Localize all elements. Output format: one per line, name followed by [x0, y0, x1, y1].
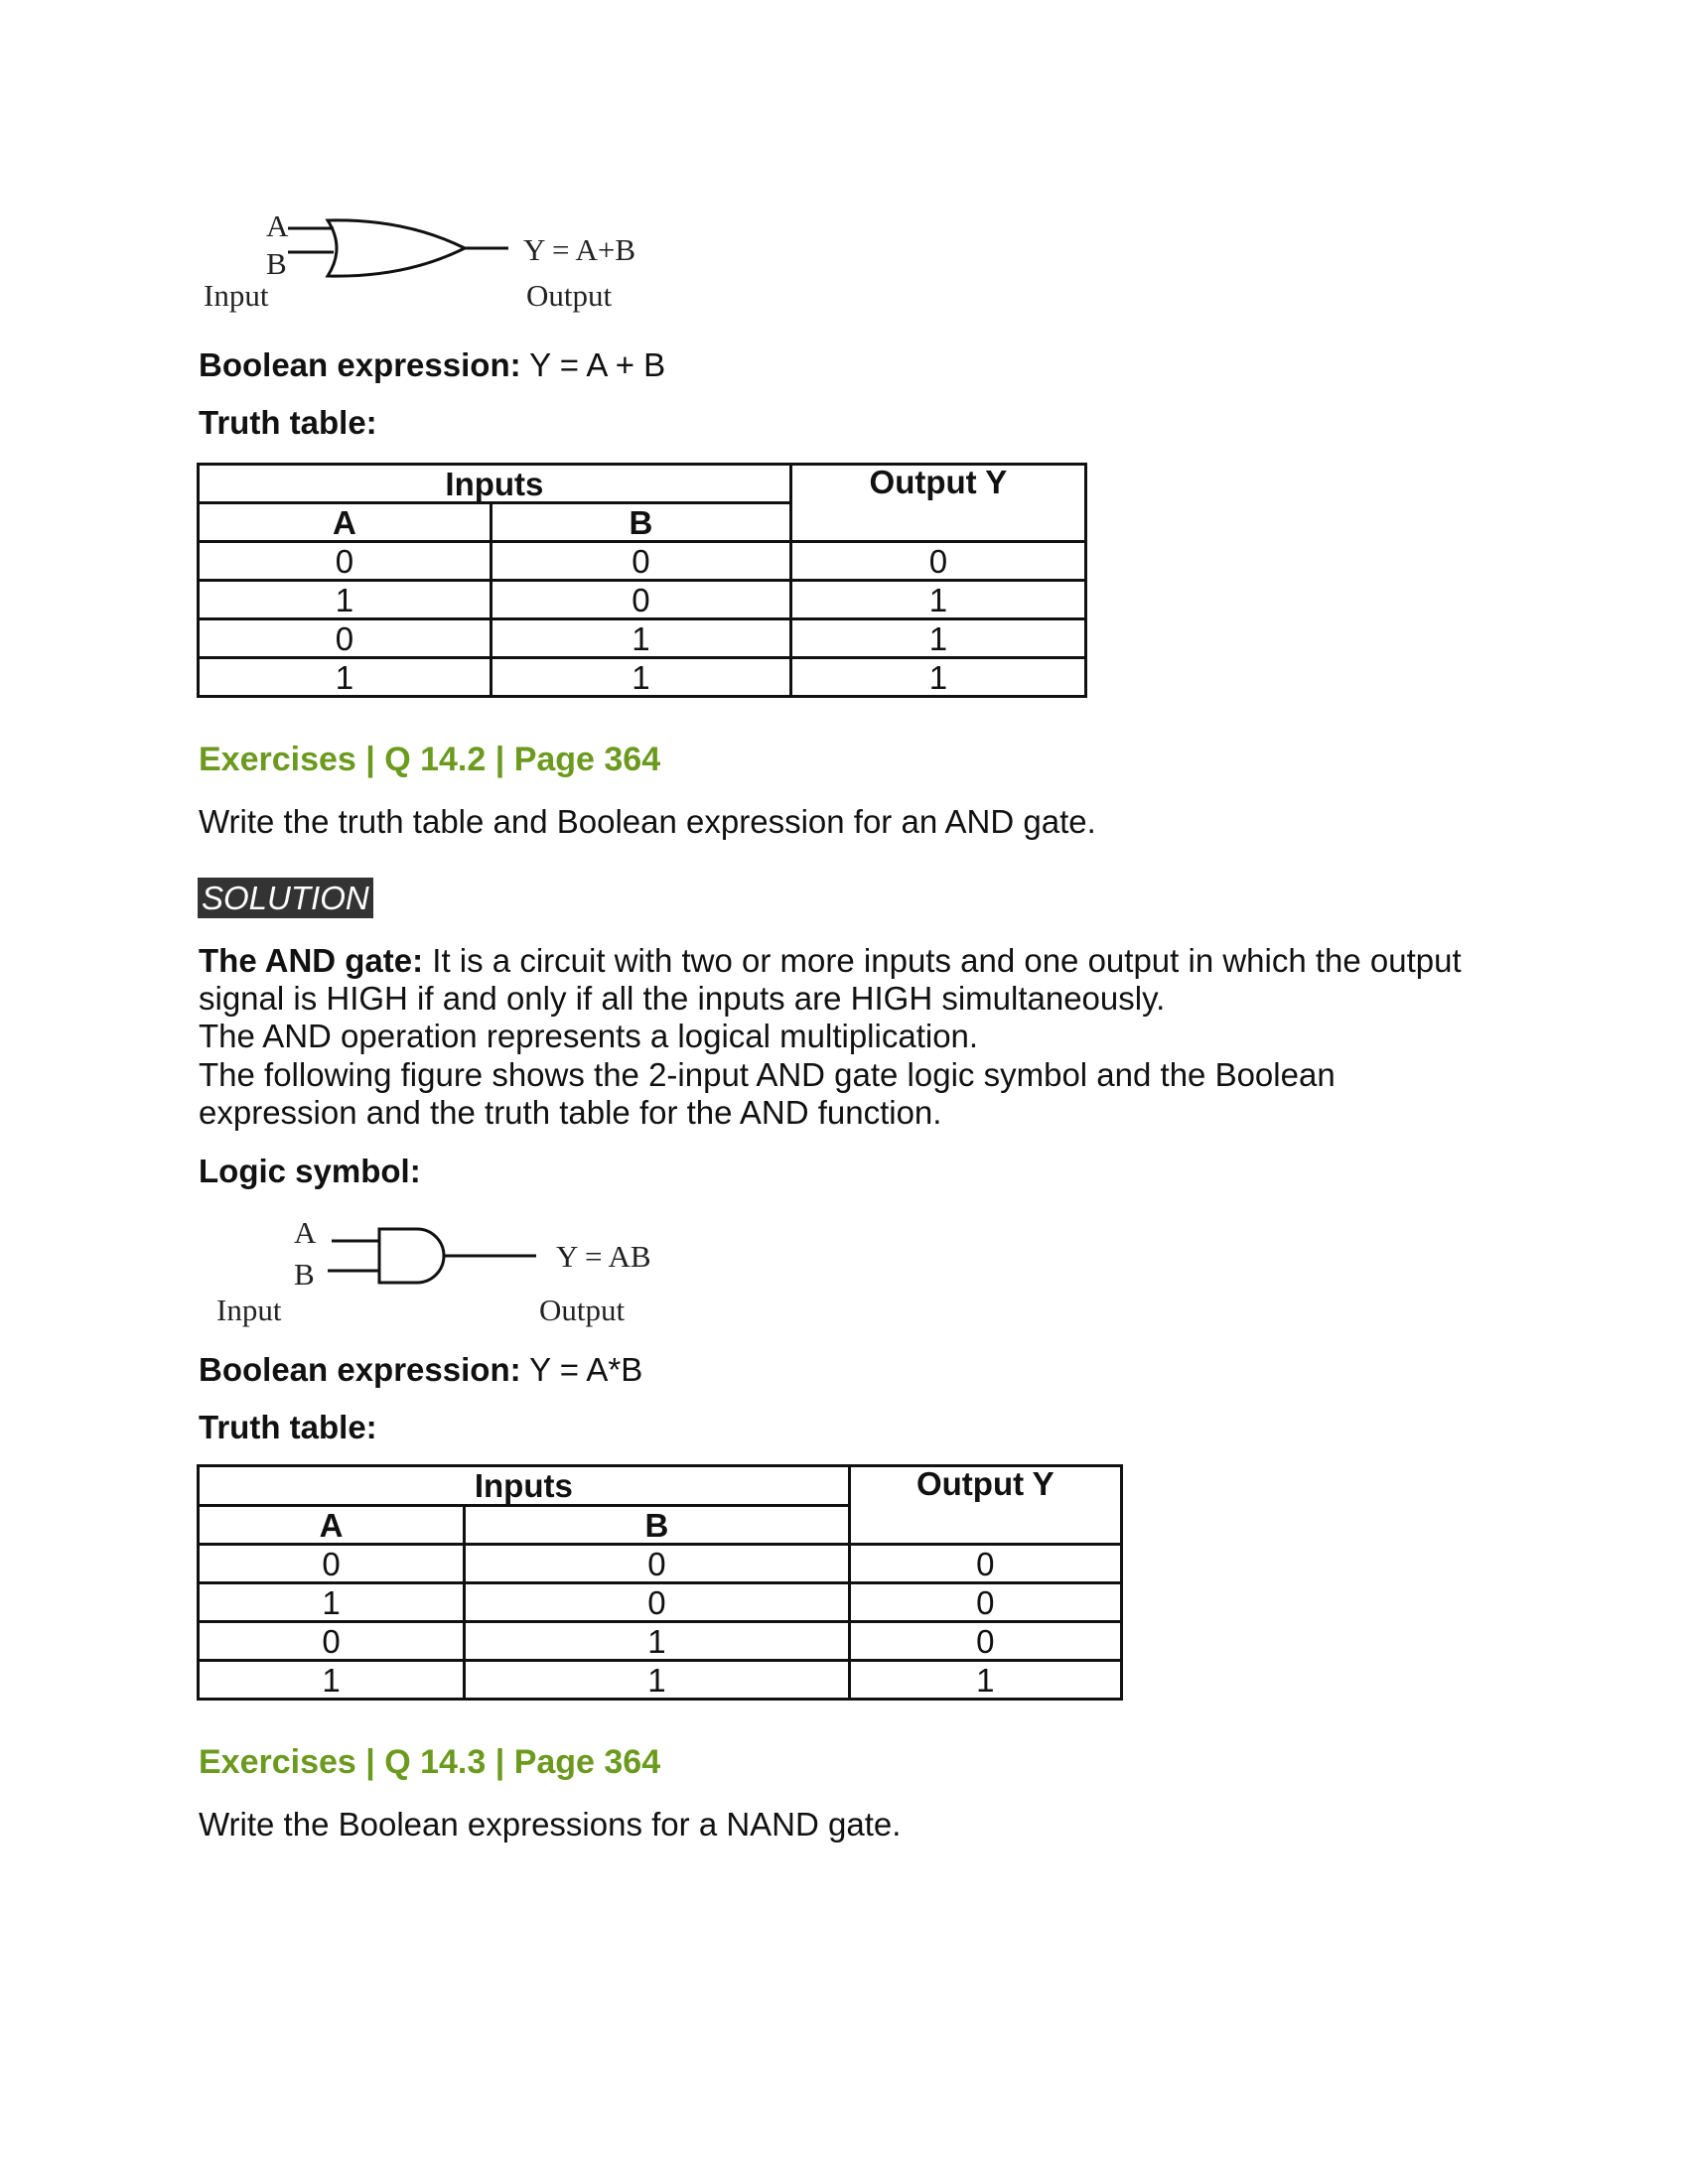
column-b-header: B	[491, 503, 790, 542]
question-14-3: Write the Boolean expressions for a NAND gate.	[199, 1806, 902, 1843]
cell-y: 1	[790, 658, 1085, 697]
or-input-b-label: B	[266, 246, 287, 281]
inputs-header: Inputs	[199, 1466, 850, 1506]
cell-b: 1	[465, 1661, 850, 1700]
or-input-a-label: A	[266, 208, 289, 243]
cell-b: 1	[491, 658, 790, 697]
or-output-caption: Output	[526, 278, 613, 313]
and-truth-table	[197, 1464, 1123, 1701]
and-gate-definition: It is a circuit with two or more inputs and one output in which the output	[423, 942, 1462, 979]
or-boolean-expression	[199, 345, 665, 385]
table-row	[199, 1622, 1122, 1661]
and-operation-note: The AND operation represents a logical multiplication.	[199, 1018, 979, 1054]
boolean-expression-value: Y = A*B	[529, 1351, 643, 1388]
table-row	[199, 1583, 1122, 1622]
inputs-header: Inputs	[199, 465, 791, 503]
and-gate-paragraph	[199, 941, 1462, 981]
and-input-b-label: B	[294, 1257, 315, 1292]
table-row	[199, 1661, 1122, 1700]
cell-y: 0	[849, 1622, 1121, 1661]
solution-badge: SOLUTION	[198, 878, 373, 918]
cell-a: 0	[199, 1622, 465, 1661]
column-a-header: A	[199, 1506, 465, 1545]
boolean-expression-value: Y = A + B	[529, 346, 666, 383]
cell-b: 1	[491, 619, 790, 658]
logic-symbol-label: Logic symbol:	[199, 1153, 421, 1189]
cell-a: 1	[199, 658, 492, 697]
and-gate-definition-line2: signal is HIGH if and only if all the inputs are HIGH simultaneously.	[199, 980, 1166, 1017]
cell-y: 0	[849, 1545, 1121, 1583]
cell-a: 0	[199, 1545, 465, 1583]
and-output-caption: Output	[539, 1293, 626, 1327]
or-output-expression: Y = A+B	[523, 232, 636, 267]
cell-b: 0	[465, 1545, 850, 1583]
figure-description-line1: The following figure shows the 2-input AND gate logic symbol and the Boolean	[199, 1056, 1336, 1093]
figure-description-line2: expression and the truth table for the AND function.	[199, 1094, 942, 1131]
cell-a: 0	[199, 619, 492, 658]
and-gate-term: The AND gate:	[199, 942, 424, 979]
boolean-expression-label: Boolean expression:	[199, 1351, 521, 1388]
or-truth-table	[197, 463, 1087, 698]
table-row	[199, 1545, 1122, 1583]
cell-a: 0	[199, 542, 492, 581]
cell-b: 0	[465, 1583, 850, 1622]
exercise-heading-14-2: Exercises | Q 14.2 | Page 364	[199, 741, 661, 778]
exercise-heading-14-3: Exercises | Q 14.3 | Page 364	[199, 1743, 661, 1781]
table-row	[199, 619, 1086, 658]
and-input-caption: Input	[216, 1293, 282, 1327]
table-row	[199, 658, 1086, 697]
and-boolean-expression	[199, 1350, 642, 1390]
cell-a: 1	[199, 1583, 465, 1622]
column-b-header: B	[465, 1506, 850, 1545]
or-truth-table-label: Truth table:	[199, 404, 377, 441]
boolean-expression-label: Boolean expression:	[199, 346, 521, 383]
question-14-2: Write the truth table and Boolean expression for an AND gate.	[199, 803, 1096, 840]
cell-y: 0	[849, 1583, 1121, 1622]
or-input-caption: Input	[204, 278, 269, 313]
cell-b: 0	[491, 542, 790, 581]
column-a-header: A	[199, 503, 492, 542]
output-header: Output Y	[790, 465, 1085, 542]
and-output-expression: Y = AB	[556, 1239, 651, 1274]
table-row	[199, 542, 1086, 581]
and-input-a-label: A	[294, 1215, 317, 1250]
table-row	[199, 581, 1086, 619]
cell-y: 1	[790, 619, 1085, 658]
cell-y: 0	[790, 542, 1085, 581]
cell-a: 1	[199, 1661, 465, 1700]
cell-b: 1	[465, 1622, 850, 1661]
and-truth-table-label: Truth table:	[199, 1409, 377, 1445]
or-gate-icon	[288, 208, 516, 288]
cell-y: 1	[849, 1661, 1121, 1700]
output-header: Output Y	[849, 1466, 1121, 1545]
and-gate-icon	[316, 1219, 544, 1298]
cell-y: 1	[790, 581, 1085, 619]
cell-b: 0	[491, 581, 790, 619]
cell-a: 1	[199, 581, 492, 619]
